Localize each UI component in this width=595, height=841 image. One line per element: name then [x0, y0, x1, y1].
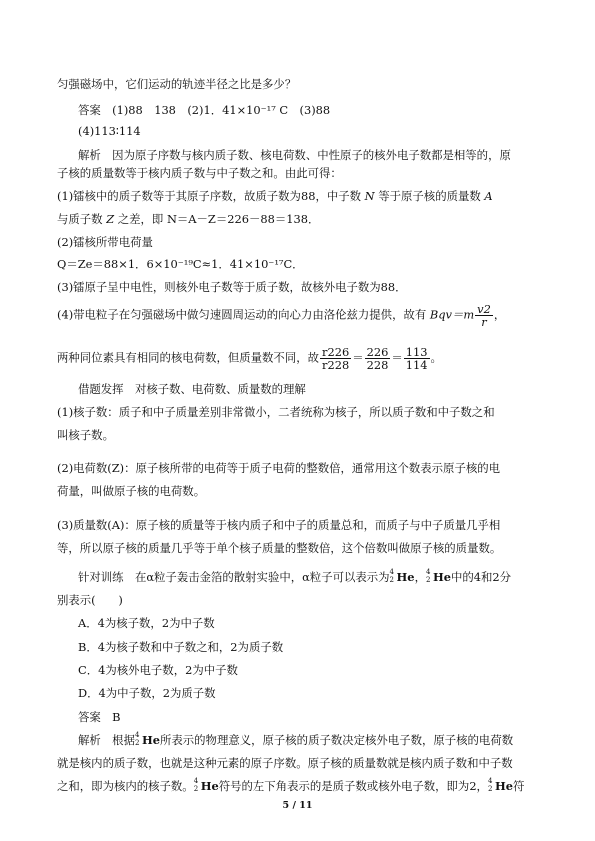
answer-line: 答案 (1)88 138 (2)1．41×10⁻¹⁷ C (3)88 [78, 103, 331, 117]
practice-analysis: 解析 根据 4 2 He所表示的物理意义，原子核的质子数决定核外电子数，原子核的电荷数 [78, 731, 514, 747]
analysis-part-2: (2)镭核所带电荷量 [57, 235, 153, 249]
page-number: 5 / 11 [282, 800, 313, 811]
mass-number-def-cont: 等，所以原子核的质量几乎等于单个核子质量的整数倍，这个倍数叫做原子核的质量数。 [57, 541, 502, 555]
option-c: C．4为核外电子数，2为中子数 [78, 663, 238, 677]
nucleon-number-def: (1)核子数：质子和中子质量差别非常微小，二者统称为核子，所以质子数和中子数之和 [57, 405, 495, 419]
practice-question: 针对训练 在α粒子轰击金箔的散射实验中，α粒子可以表示为 4 2 He， 4 2 He中的4和2分 [78, 568, 512, 584]
analysis-intro-cont: 子核的质量数等于核内质子数与中子数之和。由此可得： [57, 166, 342, 180]
analysis-part-1-cont: 与质子数 Z 之差，即 N＝A－Z＝226－88＝138． [57, 212, 320, 226]
ratio-line: 两种同位素具有相同的核电荷数，但质量数不同，故 $\frac{r226}{r228}$ ＝ $\frac{226}{228}$ ＝ $\frac{113}{114}$ 。 [57, 345, 442, 372]
option-a: A．4为核子数，2为中子数 [78, 616, 215, 630]
mass-number-def: (3)质量数(A)：原子核的质量等于核内质子和中子的质量总和，而质子与中子质量几乎相 [57, 518, 501, 532]
ratio-fraction-2: $\frac{226}{228}$ [366, 345, 389, 372]
charge-number-def: (2)电荷数(Z)：原子核所带的电荷等于质子电荷的整数倍，通常用这个数表示原子核的电 [57, 461, 501, 475]
practice-analysis-cont: 就是核内的质子数，也就是这种元素的原子序数。原子核的质量数就是核内质子数和中子数 [57, 756, 513, 770]
helium-nuclide: 4 2 He [425, 568, 451, 584]
analysis-part-4: (4)带电粒子在匀强磁场中做匀速圆周运动的向心力由洛伦兹力提供，故有 Bqv＝m $\frac{v2}{r}$ ， [57, 302, 506, 329]
extension-heading: 借题发挥 对核子数、电荷数、质量数的理解 [78, 382, 306, 396]
practice-answer: 答案 B [78, 710, 121, 724]
analysis-part-3: (3)镭原子呈中电性，则核外电子数等于质子数，故核外电子数为88． [57, 280, 407, 294]
helium-nuclide: 4 2 He [134, 731, 160, 747]
helium-nuclide: 4 2 He [193, 777, 219, 793]
charge-number-def-cont: 荷量，叫做原子核的电荷数。 [57, 484, 206, 498]
helium-nuclide: 4 2 He [487, 777, 513, 793]
helium-nuclide: 4 2 He [389, 568, 415, 584]
force-fraction: $\frac{v2}{r}$ [477, 302, 491, 329]
option-b: B．4为核子数和中子数之和，2为质子数 [78, 640, 284, 654]
analysis-intro: 解析 因为原子序数与核内质子数、核电荷数、中性原子的核外电子数都是相等的，原 [78, 148, 511, 162]
analysis-part-1: (1)镭核中的质子数等于其原子序数，故质子数为88，中子数 N 等于原子核的质量数 A [57, 189, 493, 203]
charge-equation: Q＝Ze＝88×1．6×10⁻¹⁹C≈1．41×10⁻¹⁷C． [57, 257, 304, 271]
practice-analysis-cont-2: 之和，即为核内的核子数。 4 2 He符号的左下角表示的是质子数或核外电子数，即为2， 4 2 He符 [57, 777, 525, 793]
practice-question-cont: 别表示( ) [57, 593, 123, 607]
ratio-fraction-3: $\frac{113}{114}$ [405, 345, 428, 372]
nucleon-number-def-cont: 叫核子数。 [57, 428, 114, 442]
answer-line-4: (4)113∶114 [78, 124, 141, 138]
option-d: D．4为中子数，2为质子数 [78, 686, 216, 700]
ratio-fraction-1: $\frac{r226}{r228}$ [322, 345, 350, 372]
question-tail: 匀强磁场中，它们运动的轨迹半径之比是多少？ [57, 77, 297, 91]
